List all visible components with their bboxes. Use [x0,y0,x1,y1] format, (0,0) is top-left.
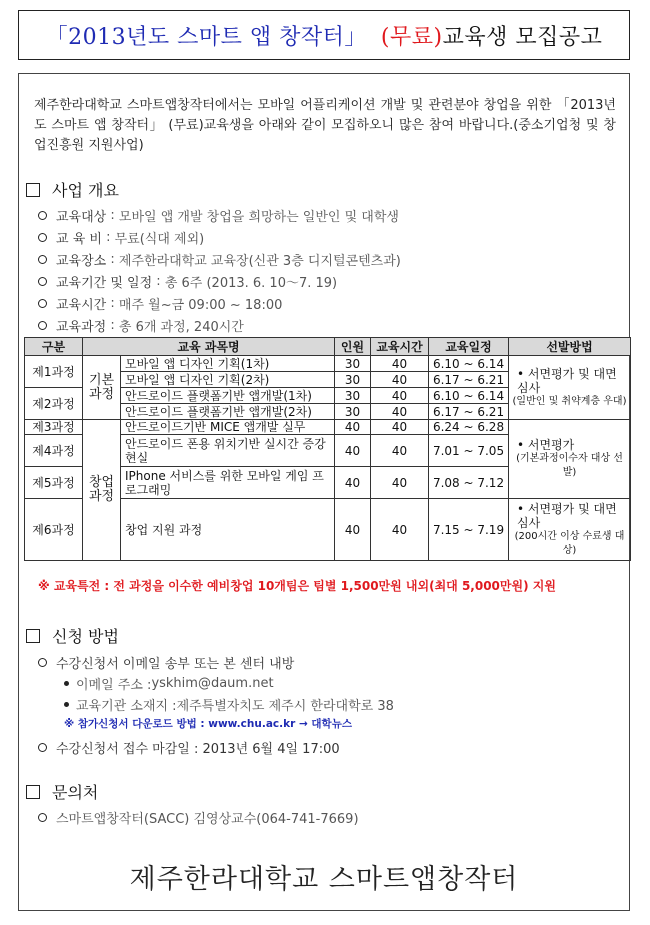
people-cell: 40 [335,435,371,467]
circle-bullet-icon [38,233,47,242]
hours-cell: 40 [371,467,429,499]
overview-label: 교육과정 [56,320,107,335]
dot-bullet-icon [64,681,69,686]
subject-cell: 모바일 앱 디자인 기획(2차) [121,372,335,388]
subject-cell: IPhone 서비스를 위한 모바일 게임 프로그래밍 [121,467,335,499]
page-title [18,10,630,60]
address-label: 교육기관 소재지 : [76,699,177,714]
overview-item-target: 교육대상 : 모바일 앱 개발 창업을 희망하는 일반인 및 대학생 [38,206,399,225]
checkbox-square-icon [26,629,40,643]
people-cell: 40 [335,420,371,435]
subject-cell: 안드로이드 폰용 위치기반 실시간 증강현실 [121,435,335,467]
schedule-cell: 6.10 ~ 6.14 [429,356,509,372]
title-free: (무료) [380,24,443,50]
overview-label: 교육대상 [56,210,107,225]
selection-sub: (기본과정이수자 대상 선발) [516,453,623,478]
people-cell: 40 [335,467,371,499]
table-row [25,420,631,435]
hours-cell: 40 [371,372,429,388]
intro-paragraph: 제주한라대학교 스마트앱창작터에서는 모바일 어플리케이션 개발 및 관련분야 창업을 위한 「2013년도 스마트 앱 창작터」 (무료)교육생을 아래와 같이 모집하오니 많은 참여 바랍니다.(중소기업청 및 창업진흥원 지원사업) [34,98,616,153]
download-instructions[interactable]: ※ 참가신청서 다운로드 방법 : www.chu.ac.kr → 대학뉴스 [64,718,352,730]
section-overview-title: 사업 개요 [52,181,119,200]
header-hours: 교육시간 [371,338,429,356]
header-people: 인원 [335,338,371,356]
apply-method-text: 수강신청서 이메일 송부 또는 본 센터 내방 [56,657,295,672]
apply-item-method [38,653,294,672]
schedule-cell: 7.15 ~ 7.19 [429,499,509,561]
apply-deadline-line [38,738,340,757]
header-schedule: 교육일정 [429,338,509,356]
hours-cell: 40 [371,499,429,561]
selection-cell-3 [509,499,631,561]
selection-main: • 서면평가 [517,438,575,452]
hours-cell: 40 [371,435,429,467]
group-startup-cell: 창업 과정 [83,420,121,561]
group-basic-cell: 기본 과정 [83,356,121,420]
subject-cell: 모바일 앱 디자인 기획(1차) [121,356,335,372]
circle-bullet-icon [38,299,47,308]
overview-label: 교육장소 [56,254,107,269]
schedule-cell: 7.08 ~ 7.12 [429,467,509,499]
overview-item-fee: 교 육 비 : 무료(식대 제외) [38,228,204,247]
overview-item-place: 교육장소 : 제주한라대학교 교육장(신관 3층 디지털콘텐츠과) [38,250,401,269]
course-cell: 제1과정 [25,356,83,388]
contact-line [38,808,359,827]
title-suffix: 교육생 모집공고 [442,24,603,50]
title-main: 「2013년도 스마트 앱 창작터」 [45,24,367,50]
people-cell: 30 [335,356,371,372]
address-value: 제주특별자치도 제주시 한라대학로 38 [176,699,394,714]
overview-label: 교 육 비 [56,232,102,247]
course-cell: 제4과정 [25,435,83,467]
overview-value: 무료(식대 제외) [114,232,205,247]
course-cell: 제3과정 [25,420,83,435]
hours-cell: 40 [371,404,429,420]
schedule-cell: 6.17 ~ 6.21 [429,372,509,388]
section-contact-heading [26,780,98,803]
circle-bullet-icon [38,321,47,330]
selection-sub: (200시간 이상 수료생 대상) [514,530,625,556]
apply-address-line [64,695,394,714]
selection-cell-2 [509,420,631,499]
circle-bullet-icon [38,277,47,286]
section-apply-heading [26,624,119,647]
checkbox-square-icon [26,183,40,197]
subject-cell: 창업 지원 과정 [121,499,335,561]
section-apply-title: 신청 방법 [52,627,119,646]
hours-cell: 40 [371,388,429,404]
people-cell: 30 [335,404,371,420]
email-link[interactable]: yskhim@daum.net [151,676,274,691]
table-row [25,356,631,372]
schedule-cell: 6.17 ~ 6.21 [429,404,509,420]
table-header-row [25,338,631,356]
header-category: 구분 [25,338,83,356]
overview-value: 제주한라대학교 교육장(신관 3층 디지털콘텐츠과) [118,254,401,269]
people-cell: 30 [335,372,371,388]
checkbox-square-icon [26,785,40,799]
hours-cell: 40 [371,356,429,372]
schedule-cell: 6.24 ~ 6.28 [429,420,509,435]
course-cell: 제2과정 [25,388,83,420]
subject-cell: 안드로이드 플랫폼기반 앱개발(1차) [121,388,335,404]
overview-label: 교육기간 및 일정 [56,276,153,291]
selection-cell-1 [509,356,631,420]
circle-bullet-icon [38,658,47,667]
course-cell: 제5과정 [25,467,83,499]
selection-main: • 서면평가 및 대면심사 [517,501,617,530]
subject-cell: 안드로이드 플랫폼기반 앱개발(2차) [121,404,335,420]
schedule-cell: 7.01 ~ 7.05 [429,435,509,467]
circle-bullet-icon [38,743,47,752]
dot-bullet-icon [64,702,69,707]
selection-main: • 서면평가 및 대면심사 [517,366,617,395]
overview-item-period: 교육기간 및 일정 : 총 6주 (2013. 6. 10～7. 19) [38,272,337,291]
footer-organization: 제주한라대학교 스마트앱창작터 [129,864,519,895]
overview-item-time: 교육시간 : 매주 월~금 09:00 ~ 18:00 [38,294,282,313]
benefit-notice: ※ 교육특전 : 전 과정을 이수한 예비창업 10개팀은 팀별 1,500만원 내외(최대 5,000만원) 지원 [38,579,556,593]
circle-bullet-icon [38,211,47,220]
subject-cell: 안드로이드기반 MICE 앱개발 실무 [121,420,335,435]
contact-text: 스마트앱창작터(SACC) 김영상교수(064-741-7669) [56,812,359,827]
overview-item-course: 교육과정 : 총 6개 과정, 240시간 [38,316,244,335]
circle-bullet-icon [38,255,47,264]
header-selection: 선발방법 [509,338,631,356]
apply-email-line [64,674,274,693]
overview-value: 모바일 앱 개발 창업을 희망하는 일반인 및 대학생 [118,210,399,225]
deadline-text: 수강신청서 접수 마감일 : 2013년 6월 4일 17:00 [56,742,340,757]
overview-value: 매주 월~금 09:00 ~ 18:00 [118,298,283,313]
overview-value: 총 6개 과정, 240시간 [118,320,244,335]
circle-bullet-icon [38,813,47,822]
course-table [24,337,631,561]
schedule-cell: 6.10 ~ 6.14 [429,388,509,404]
header-subject: 교육 과목명 [83,338,335,356]
email-label: 이메일 주소 : [76,678,152,693]
selection-sub: (일반인 및 취약계층 우대) [512,395,627,407]
section-contact-title: 문의처 [52,783,99,802]
hours-cell: 40 [371,420,429,435]
section-overview-heading [26,178,119,201]
people-cell: 30 [335,388,371,404]
people-cell: 40 [335,499,371,561]
course-cell: 제6과정 [25,499,83,561]
overview-label: 교육시간 [56,298,107,313]
overview-value: 총 6주 (2013. 6. 10～7. 19) [164,276,338,291]
